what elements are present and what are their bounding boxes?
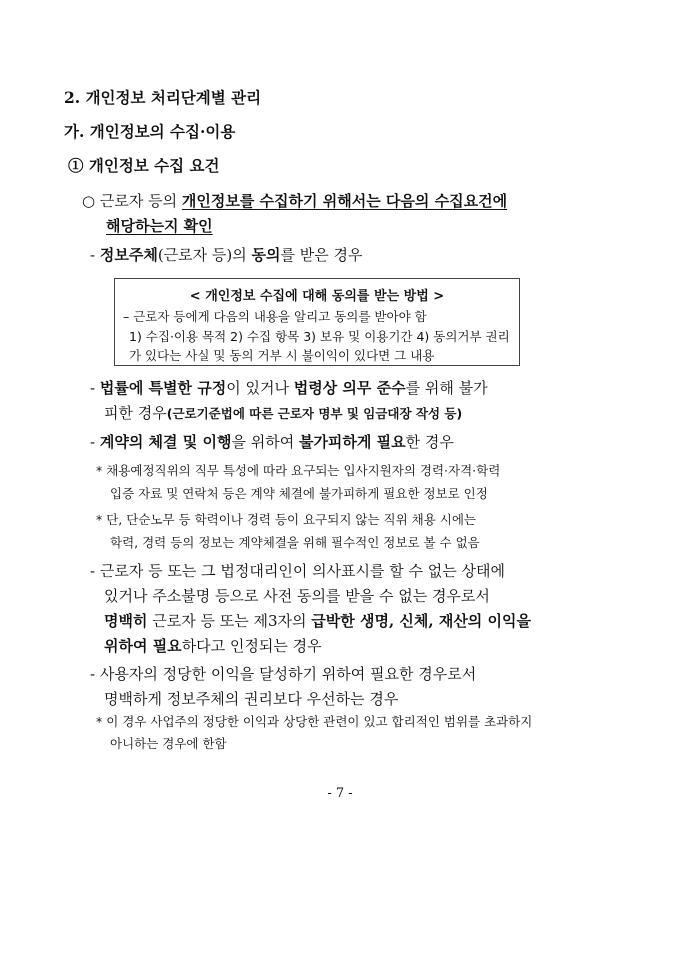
consent-text-1: (근로자 등)의 (157, 246, 252, 264)
law-example: (근로기준법에 따른 근로자 명부 및 임금대장 작성 등) (166, 406, 463, 421)
intro-emphasis-2: 해당하는지 확인 (106, 217, 213, 235)
note-3-line-1 (96, 712, 532, 730)
emergency-line-3 (104, 610, 531, 631)
note-text: 채용예정직위의 직무 특성에 따라 요구되는 입사지원자의 경력·자격·학력 (106, 463, 501, 478)
intro-emphasis: 개인정보를 수집하기 위해서는 다음의 수집요건에 (181, 192, 508, 210)
subsection-title: 가. 개인정보의 수집·이용 (64, 122, 236, 141)
dash: - (90, 433, 96, 451)
page-number: - 7 - (327, 786, 353, 801)
consent-text-2: 를 받은 경우 (280, 246, 363, 264)
note-text: 단, 단순노무 등 학력이나 경력 등이 요구되지 않는 직위 채용 시에는 (106, 512, 476, 527)
box-line-2: 1) 수집·이용 목적 2) 수집 항목 3) 보유 및 이용기간 4) 동의거부 권리 (129, 329, 510, 344)
emergency-bold-1: 명백히 (104, 612, 148, 630)
emergency-text-3: 근로자 등 또는 제3자의 (147, 612, 312, 630)
law-line-2 (104, 402, 462, 423)
note-1-line-1 (96, 461, 500, 479)
legitimate-line-1 (90, 663, 476, 684)
consent-method-box (114, 278, 520, 366)
emergency-text-1: 근로자 등 또는 그 법정대리인이 의사표시를 할 수 없는 상태에 (99, 562, 506, 580)
law-bold-1: 법률에 특별한 규정 (99, 379, 227, 397)
law-text-1: 이 있거나 (226, 379, 294, 397)
emergency-bold-3: 위하여 필요 (104, 637, 182, 655)
contract-bold-1: 계약의 체결 및 이행 (99, 433, 232, 451)
consent-bold-1: 정보주체 (99, 246, 158, 264)
circle-bullet: ○ (82, 192, 96, 210)
contract-text-2: 한 경우 (405, 433, 454, 451)
asterisk-mark: * (96, 463, 103, 478)
note-2-line-2: 학력, 경력 등의 정보는 계약체결을 위해 필수적인 정보로 볼 수 없음 (110, 535, 480, 550)
note-text: 이 경우 사업주의 정당한 이익과 상당한 관련이 있고 합리적인 범위를 초과하지 (106, 714, 533, 729)
emergency-line-1 (90, 560, 505, 581)
consent-bold-2: 동의 (251, 246, 281, 264)
dash: - (90, 246, 96, 264)
law-line-1 (90, 377, 488, 398)
law-text-2: 를 위해 불가 (405, 379, 488, 397)
legitimate-line-2: 명백하게 정보주체의 권리보다 우선하는 경우 (104, 690, 399, 708)
intro-text: 근로자 등의 (99, 192, 182, 210)
dash: - (90, 665, 96, 683)
emergency-text-4: 하다고 인정되는 경우 (181, 637, 322, 655)
legitimate-text-1: 사용자의 정당한 이익을 달성하기 위하여 필요한 경우로서 (99, 665, 477, 683)
dash: - (90, 379, 96, 397)
intro-line-1 (82, 190, 507, 211)
contract-line (90, 431, 454, 452)
asterisk-mark: * (96, 714, 103, 729)
contract-text-1: 을 위하여 (231, 433, 299, 451)
emergency-bold-2: 급박한 생명, 신체, 재산의 이익을 (311, 612, 531, 630)
emergency-line-4 (104, 635, 322, 656)
law-text-3: 피한 경우 (104, 404, 167, 422)
law-bold-2: 법령상 의무 준수 (293, 379, 406, 397)
box-line-1: – 근로자 등에게 다음의 내용을 알리고 동의를 받아야 함 (123, 309, 427, 324)
intro-line-2 (106, 215, 213, 236)
section-title: 2. 개인정보 처리단계별 관리 (64, 88, 262, 107)
box-title: < 개인정보 수집에 대해 동의를 받는 방법 > (189, 289, 445, 304)
note-1-line-2: 입증 자료 및 연락처 등은 계약 체결에 불가피하게 필요한 정보로 인정 (110, 486, 488, 501)
dash: - (90, 562, 96, 580)
asterisk-mark: * (96, 512, 103, 527)
item-title: ① 개인정보 수집 요건 (68, 156, 220, 175)
note-3-line-2: 아니하는 경우에 한함 (110, 736, 227, 751)
emergency-line-2: 있거나 주소불명 등으로 사전 동의를 받을 수 없는 경우로서 (104, 587, 490, 605)
contract-bold-2: 불가피하게 필요 (298, 433, 406, 451)
note-2-line-1 (96, 510, 476, 528)
consent-line (90, 244, 363, 265)
box-line-3: 가 있다는 사실 및 동의 거부 시 불이익이 있다면 그 내용 (129, 348, 435, 363)
